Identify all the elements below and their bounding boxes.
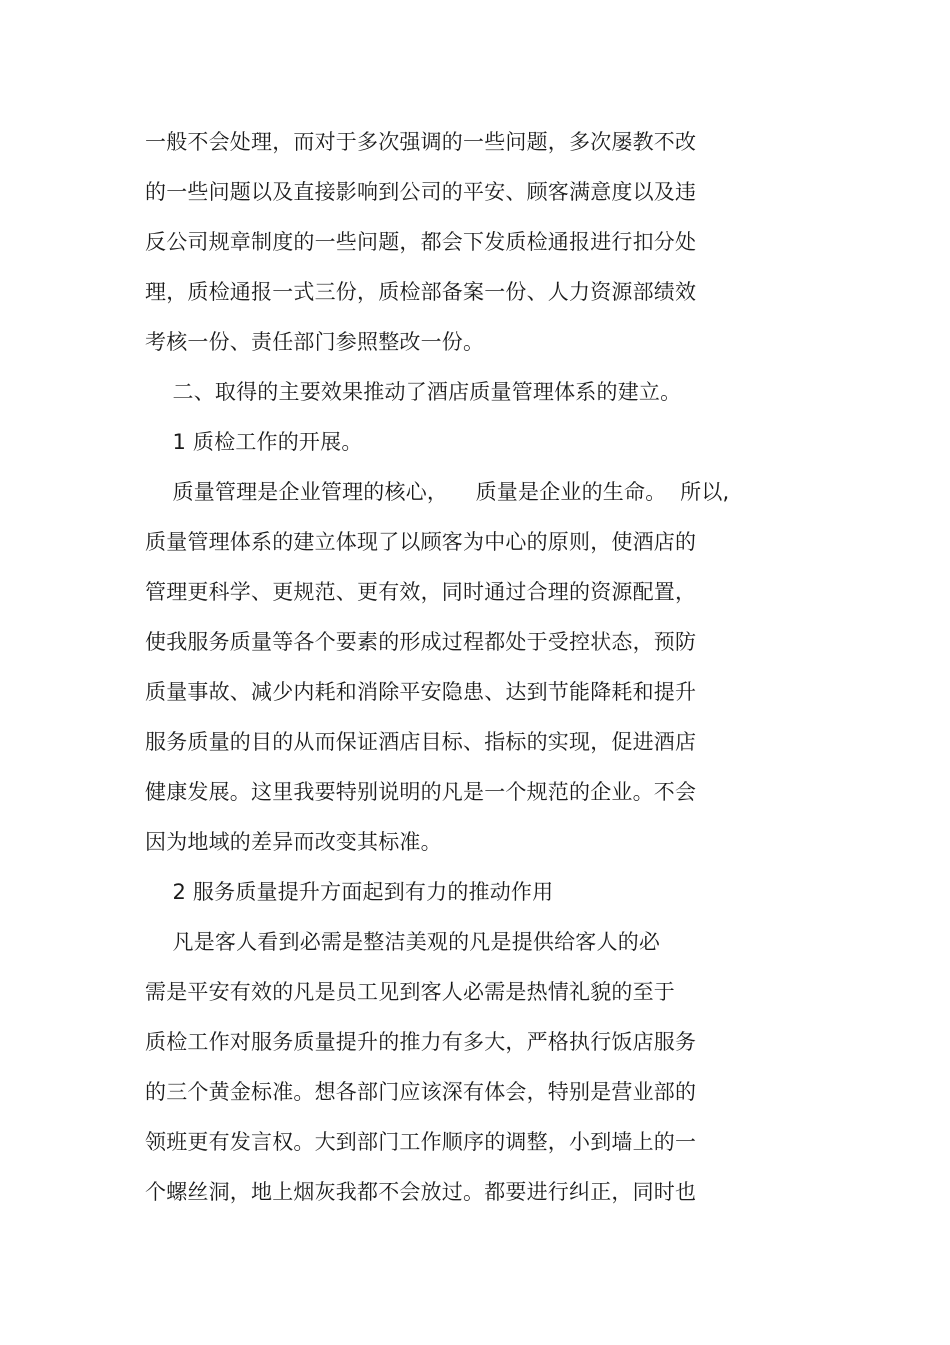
text-line: 质量事故、减少内耗和消除平安隐患、达到节能降耗和提升 bbox=[145, 680, 697, 704]
text-line: 质量管理是企业管理的核心， 质量是企业的生命。 所以, bbox=[145, 480, 730, 504]
text-line: 因为地域的差异而改变其标准。 bbox=[145, 830, 442, 854]
text-line: 理，质检通报一式三份，质检部备案一份、人力资源部绩效 bbox=[145, 280, 697, 304]
text-line: 个螺丝洞，地上烟灰我都不会放过。都要进行纠正，同时也 bbox=[145, 1180, 697, 1204]
text-line: 质检工作对服务质量提升的推力有多大，严格执行饭店服务 bbox=[145, 1030, 697, 1054]
text-line: 使我服务质量等各个要素的形成过程都处于受控状态，预防 bbox=[145, 630, 697, 654]
text-line: 服务质量的目的从而保证酒店目标、指标的实现，促进酒店 bbox=[145, 730, 697, 754]
section-heading: 二、取得的主要效果推动了酒店质量管理体系的建立。 bbox=[145, 380, 682, 404]
subsection-heading: 1 质检工作的开展。 bbox=[145, 430, 363, 454]
text-line: 管理更科学、更规范、更有效，同时通过合理的资源配置， bbox=[145, 580, 697, 604]
text-line: 领班更有发言权。大到部门工作顺序的调整，小到墙上的一 bbox=[145, 1130, 697, 1154]
text-line: 需是平安有效的凡是员工见到客人必需是热情礼貌的至于 bbox=[145, 980, 675, 1004]
text-line: 的一些问题以及直接影响到公司的平安、顾客满意度以及违 bbox=[145, 180, 697, 204]
text-line: 一般不会处理，而对于多次强调的一些问题，多次屡教不改 bbox=[145, 130, 697, 154]
text-line: 考核一份、责任部门参照整改一份。 bbox=[145, 330, 485, 354]
subsection-heading: 2 服务质量提升方面起到有力的推动作用 bbox=[145, 880, 554, 904]
text-line: 质量管理体系的建立体现了以顾客为中心的原则，使酒店的 bbox=[145, 530, 697, 554]
text-line: 反公司规章制度的一些问题，都会下发质检通报进行扣分处 bbox=[145, 230, 697, 254]
text-line: 的三个黄金标准。想各部门应该深有体会，特别是营业部的 bbox=[145, 1080, 697, 1104]
text-line: 凡是客人看到必需是整洁美观的凡是提供给客人的必 bbox=[145, 930, 661, 954]
text-line: 健康发展。这里我要特别说明的凡是一个规范的企业。不会 bbox=[145, 780, 697, 804]
